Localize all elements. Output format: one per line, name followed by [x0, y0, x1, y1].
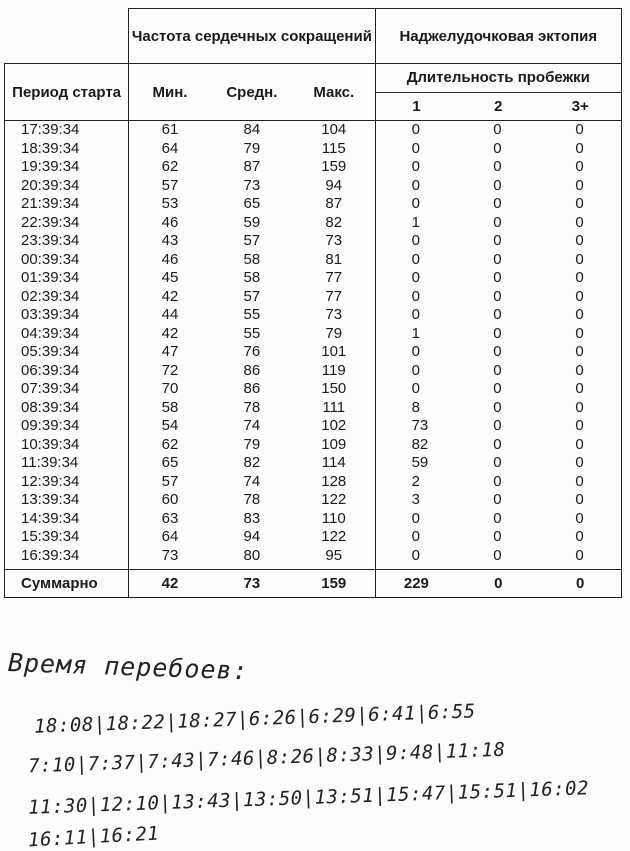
cell-run-3: 0: [539, 491, 621, 510]
header-min: Мин.: [129, 64, 211, 121]
cell-avg: 94: [243, 528, 261, 545]
handwritten-notes: [0, 620, 630, 851]
cell-max: 159: [293, 158, 375, 177]
cell-max: 81: [293, 251, 375, 270]
header-supraventricular: Наджелудочковая эктопия: [375, 9, 621, 64]
cell-time: 00:39:34: [5, 251, 129, 270]
table-row: [5, 343, 622, 362]
cell-avg: 86: [243, 380, 261, 397]
table-row: [5, 288, 622, 307]
header-run-2: 2: [457, 92, 539, 121]
cell-run-2: 0: [493, 398, 502, 416]
table-row: [5, 140, 622, 159]
cell-min: 57: [161, 472, 179, 490]
cell-max: 110: [293, 510, 375, 529]
cell-avg: 73: [243, 176, 261, 194]
cell-avg: 76: [243, 343, 261, 360]
cell-avg: 87: [243, 158, 261, 175]
cell-run-1: 0: [411, 139, 420, 157]
cell-time: 07:39:34: [5, 380, 129, 399]
cell-avg: 79: [243, 435, 261, 453]
cell-run-1: 0: [411, 528, 420, 545]
table-row: [5, 195, 622, 214]
handwritten-title: Время перебоев:: [7, 648, 250, 686]
cell-time: 22:39:34: [5, 214, 129, 233]
cell-avg: 65: [243, 195, 261, 212]
handwritten-line: 16:11|16:21: [27, 822, 160, 851]
cell-avg: 78: [243, 491, 261, 508]
cell-max: 79: [293, 325, 375, 344]
cell-min: 72: [161, 361, 179, 379]
cell-run-3: 0: [539, 251, 621, 270]
cell-avg: 79: [243, 139, 261, 157]
cell-min: 73: [161, 546, 179, 564]
cell-max: 73: [293, 306, 375, 325]
cell-min: 46: [161, 213, 179, 231]
table-row: [5, 325, 622, 344]
table-row: [5, 121, 622, 140]
total-max: 159: [293, 570, 375, 598]
cell-max: 77: [293, 269, 375, 288]
cell-run-3: 0: [539, 473, 621, 492]
header-corner: [5, 9, 129, 64]
cell-avg: 55: [243, 324, 261, 342]
cell-run-2: 0: [493, 324, 502, 342]
cell-min: 57: [161, 176, 179, 194]
cell-run-2: 0: [493, 454, 502, 471]
cell-run-3: 0: [539, 343, 621, 362]
cell-run-2: 0: [493, 361, 502, 379]
cell-time: 17:39:34: [5, 121, 129, 140]
cell-run-1: 8: [411, 398, 420, 416]
cell-time: 14:39:34: [5, 510, 129, 529]
cell-run-3: 0: [539, 454, 621, 473]
cell-time: 13:39:34: [5, 491, 129, 510]
cell-run-2: 0: [493, 269, 502, 286]
cell-max: 114: [293, 454, 375, 473]
cell-min: 47: [161, 343, 179, 360]
heart-rate-table: [4, 8, 622, 598]
cell-run-2: 0: [493, 528, 502, 545]
cell-max: 122: [293, 528, 375, 547]
cell-run-1: 0: [411, 158, 420, 175]
cell-max: 109: [293, 436, 375, 455]
cell-max: 102: [293, 417, 375, 436]
table-row: [5, 232, 622, 251]
cell-time: 03:39:34: [5, 306, 129, 325]
table-row: [5, 547, 622, 566]
cell-run-1: 73: [411, 417, 429, 434]
cell-run-1: 82: [411, 435, 429, 453]
cell-run-1: 0: [411, 176, 420, 194]
cell-run-1: 1: [411, 324, 420, 342]
cell-avg: 78: [243, 398, 261, 416]
cell-run-2: 0: [493, 343, 502, 360]
header-run-3: 3+: [539, 92, 621, 121]
table-row: [5, 491, 622, 510]
table-row: [5, 214, 622, 233]
cell-avg: 57: [243, 232, 261, 249]
total-avg: 73: [211, 570, 293, 598]
cell-min: 64: [161, 139, 179, 157]
cell-run-2: 0: [493, 491, 502, 508]
cell-run-1: 3: [411, 491, 420, 508]
cell-avg: 83: [243, 509, 261, 527]
table-row: [5, 528, 622, 547]
cell-run-2: 0: [493, 509, 502, 527]
total-row: [5, 570, 622, 598]
cell-time: 02:39:34: [5, 288, 129, 307]
cell-run-3: 0: [539, 177, 621, 196]
cell-run-2: 0: [493, 158, 502, 175]
heart-rate-table-wrap: [4, 8, 622, 598]
cell-run-2: 0: [493, 176, 502, 194]
cell-run-1: 1: [411, 213, 420, 231]
cell-time: 08:39:34: [5, 399, 129, 418]
header-max: Макс.: [293, 64, 375, 121]
cell-time: 04:39:34: [5, 325, 129, 344]
cell-run-3: 0: [539, 510, 621, 529]
cell-time: 23:39:34: [5, 232, 129, 251]
cell-time: 21:39:34: [5, 195, 129, 214]
cell-run-2: 0: [493, 306, 502, 323]
cell-run-1: 0: [411, 232, 420, 249]
cell-avg: 74: [243, 417, 261, 434]
cell-time: 01:39:34: [5, 269, 129, 288]
cell-avg: 86: [243, 361, 261, 379]
cell-avg: 84: [243, 121, 261, 138]
cell-run-1: 0: [411, 306, 420, 323]
cell-time: 19:39:34: [5, 158, 129, 177]
cell-run-3: 0: [539, 325, 621, 344]
table-row: [5, 306, 622, 325]
table-row: [5, 510, 622, 529]
cell-run-1: 59: [411, 454, 429, 471]
cell-run-1: 0: [411, 269, 420, 286]
cell-max: 101: [293, 343, 375, 362]
cell-run-1: 0: [411, 287, 420, 305]
cell-run-3: 0: [539, 288, 621, 307]
header-period-start: Период старта: [5, 64, 129, 121]
table-row: [5, 362, 622, 381]
table-row: [5, 158, 622, 177]
cell-run-2: 0: [493, 380, 502, 397]
cell-min: 46: [161, 250, 179, 268]
cell-min: 53: [161, 195, 179, 212]
cell-run-2: 0: [493, 195, 502, 212]
cell-avg: 59: [243, 213, 261, 231]
cell-run-1: 0: [411, 361, 420, 379]
cell-run-3: 0: [539, 306, 621, 325]
cell-run-3: 0: [539, 232, 621, 251]
header-avg: Средн.: [211, 64, 293, 121]
cell-min: 64: [161, 528, 179, 545]
cell-min: 42: [161, 324, 179, 342]
cell-run-2: 0: [493, 139, 502, 157]
cell-run-1: 0: [411, 546, 420, 564]
header-run-length: Длительность пробежки: [375, 64, 621, 93]
table-row: [5, 269, 622, 288]
cell-run-3: 0: [539, 362, 621, 381]
cell-run-3: 0: [539, 140, 621, 159]
cell-time: 06:39:34: [5, 362, 129, 381]
cell-time: 15:39:34: [5, 528, 129, 547]
handwritten-line: 18:08|18:22|18:27|6:26|6:29|6:41|6:55: [33, 700, 476, 738]
cell-min: 45: [161, 269, 179, 286]
table-row: [5, 399, 622, 418]
cell-run-1: 0: [411, 195, 420, 212]
total-run-2: 0: [457, 570, 539, 598]
cell-time: 09:39:34: [5, 417, 129, 436]
cell-run-1: 2: [411, 472, 420, 490]
cell-min: 61: [161, 121, 179, 138]
header-heart-rate: Частота сердечных сокращений: [129, 9, 375, 64]
table-row: [5, 473, 622, 492]
cell-time: 05:39:34: [5, 343, 129, 362]
table-row: [5, 380, 622, 399]
cell-run-3: 0: [539, 547, 621, 566]
cell-min: 43: [161, 232, 179, 249]
cell-min: 62: [161, 435, 179, 453]
cell-time: 20:39:34: [5, 177, 129, 196]
cell-run-2: 0: [493, 472, 502, 490]
cell-max: 119: [293, 362, 375, 381]
cell-run-2: 0: [493, 435, 502, 453]
cell-time: 11:39:34: [5, 454, 129, 473]
cell-run-2: 0: [493, 287, 502, 305]
cell-min: 60: [161, 491, 179, 508]
cell-min: 65: [161, 454, 179, 471]
cell-run-1: 0: [411, 250, 420, 268]
cell-min: 54: [161, 417, 179, 434]
cell-avg: 58: [243, 250, 261, 268]
table-row: [5, 436, 622, 455]
cell-time: 16:39:34: [5, 547, 129, 566]
cell-max: 87: [293, 195, 375, 214]
cell-max: 111: [293, 399, 375, 418]
cell-max: 82: [293, 214, 375, 233]
cell-avg: 57: [243, 287, 261, 305]
cell-run-3: 0: [539, 528, 621, 547]
cell-max: 77: [293, 288, 375, 307]
cell-avg: 80: [243, 546, 261, 564]
cell-run-3: 0: [539, 399, 621, 418]
cell-run-3: 0: [539, 214, 621, 233]
cell-run-1: 0: [411, 509, 420, 527]
cell-max: 94: [293, 177, 375, 196]
cell-run-2: 0: [493, 546, 502, 564]
cell-max: 104: [293, 121, 375, 140]
cell-run-2: 0: [493, 250, 502, 268]
cell-run-3: 0: [539, 158, 621, 177]
cell-max: 73: [293, 232, 375, 251]
cell-max: 128: [293, 473, 375, 492]
cell-run-3: 0: [539, 269, 621, 288]
cell-run-2: 0: [493, 121, 502, 138]
cell-min: 58: [161, 398, 179, 416]
cell-run-2: 0: [493, 213, 502, 231]
cell-run-2: 0: [493, 232, 502, 249]
cell-max: 150: [293, 380, 375, 399]
cell-time: 10:39:34: [5, 436, 129, 455]
total-min: 42: [129, 570, 211, 598]
table-body: [5, 121, 622, 566]
cell-avg: 58: [243, 269, 261, 286]
handwritten-line: 7:10|7:37|7:43|7:46|8:26|8:33|9:48|11:18: [27, 738, 506, 778]
cell-run-3: 0: [539, 195, 621, 214]
cell-time: 12:39:34: [5, 473, 129, 492]
cell-avg: 82: [243, 454, 261, 471]
cell-run-1: 0: [411, 121, 420, 138]
table-row: [5, 251, 622, 270]
table-row: [5, 417, 622, 436]
total-label: Суммарно: [5, 570, 129, 598]
cell-min: 63: [161, 509, 179, 527]
cell-run-1: 0: [411, 380, 420, 397]
cell-run-1: 0: [411, 343, 420, 360]
cell-max: 115: [293, 140, 375, 159]
cell-run-2: 0: [493, 417, 502, 434]
cell-avg: 55: [243, 306, 261, 323]
cell-min: 70: [161, 380, 179, 397]
cell-min: 42: [161, 287, 179, 305]
header-run-1: 1: [375, 92, 457, 121]
cell-max: 122: [293, 491, 375, 510]
cell-run-3: 0: [539, 121, 621, 140]
total-run-3: 0: [539, 570, 621, 598]
cell-avg: 74: [243, 472, 261, 490]
cell-run-3: 0: [539, 380, 621, 399]
handwritten-line: 11:30|12:10|13:43|13:50|13:51|15:47|15:51|16:02: [27, 777, 590, 819]
total-run-1: 229: [375, 570, 457, 598]
table-row: [5, 177, 622, 196]
cell-time: 18:39:34: [5, 140, 129, 159]
cell-min: 44: [161, 306, 179, 323]
cell-run-3: 0: [539, 436, 621, 455]
cell-min: 62: [161, 158, 179, 175]
table-row: [5, 454, 622, 473]
cell-run-3: 0: [539, 417, 621, 436]
cell-max: 95: [293, 547, 375, 566]
